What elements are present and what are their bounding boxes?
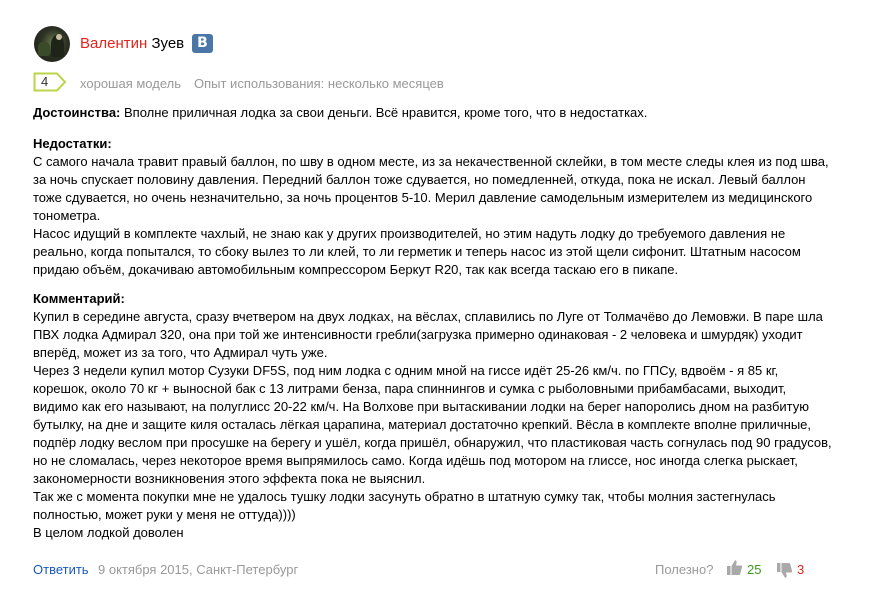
author-last-name[interactable]: Зуев bbox=[151, 35, 185, 52]
pros-section bbox=[33, 104, 833, 122]
rating-flag-icon bbox=[33, 72, 67, 92]
cons-paragraph: С самого начала травит правый баллон, по шву в одном месте, из за некачественной склейки, в том месте следы клея из под шва, за ночь спускает половину давления. Передний баллон тоже сдувается, но помедленней, откуда, пока не искал. Левый баллон тоже сдувается, но очень незначительно, за ночь процентов 5-10. Мерил давление самодельным измерителем из медицинского тонометра. bbox=[33, 154, 829, 223]
rating-badge bbox=[33, 72, 67, 92]
reply-link[interactable]: Ответить bbox=[33, 562, 89, 577]
cons-paragraph: Насос идущий в комплекте чахлый, не знаю как у других производителей, но этим надуть лодку до требуемого давления не реально, когда попытался, то сбоку вылез то ли клей, то ли герметик и теперь насос из этой щели сифонит. Штатным насосом придаю объём, докачиваю автомобильным компрессором Беркут R20, так как всегда таскаю его в пикапе. bbox=[33, 226, 801, 277]
usage-text: Опыт использования: несколько месяцев bbox=[194, 76, 444, 91]
likes-count: 25 bbox=[747, 562, 762, 577]
comment-paragraph: Купил в середине августа, сразу вчетвером на двух лодках, на вёслах, сплавились по Луге от Толмачёво до Лемовжи. В паре шла ПВХ лодка Адмирал 320, она при той же интенсивности гребли(загрузка примерно одинаковая - 2 человека и шмурдяк) уходит вперёд, может из за того, что Адмирал чуть уже. bbox=[33, 309, 823, 360]
comment-section bbox=[33, 290, 833, 542]
comment-label: Комментарий: bbox=[33, 291, 125, 306]
comment-paragraph: Через 3 недели купил мотор Сузуки DF5S, под ним лодка с одним мной на гиссе идёт 25-26 км/ч. по ГПСу, вдвоём - я 85 кг, корешок, около 70 кг + выносной бак с 13 литрами бенза, пара спиннингов и сумка с рыболовными прибамбасами, выходит, видимо как его называют, на полуглисс 20-22 км/ч. На Волхове при вытаскивании лодки на берег напоролись дном на разбитую бутылку, на дне и защите киля осталась лёгкая царапина, материал достаточно крепкий. Вёсла в комплекте вполне приличные, подпёр лодку веслом при просушке на берегу и ушёл, когда пришёл, обнаружил, что пластиковая часть согнулась под 90 градусов, но не сломалась, через некоторое время выпрямилось само. Когда идёшь под мотором на глиссе, нос иногда слегка рыскает, закономерности возникновения этого эффекта пока не выяснил. bbox=[33, 363, 832, 486]
dislikes-count: 3 bbox=[797, 562, 805, 577]
author-name[interactable] bbox=[80, 35, 184, 53]
thumbs-up-icon[interactable] bbox=[726, 559, 743, 576]
pros-text: Вполне приличная лодка за свои деньги. Всё нравится, кроме того, что в недостатках. bbox=[124, 105, 648, 120]
date-place: 9 октября 2015, Санкт-Петербург bbox=[98, 562, 299, 577]
pros-label: Достоинства: bbox=[33, 105, 121, 120]
cons-section bbox=[33, 135, 833, 279]
grade-text: хорошая модель bbox=[80, 76, 181, 91]
cons-label: Недостатки: bbox=[33, 136, 112, 151]
vk-badge-icon[interactable]: В bbox=[192, 34, 213, 53]
thumbs-down-icon[interactable] bbox=[776, 562, 793, 579]
comment-paragraph: Так же с момента покупки мне не удалось тушку лодки засунуть обратно в штатную сумку так, чтобы молния застегнулась полностью, может руки у меня не оттуда)))) bbox=[33, 489, 776, 522]
helpful-label: Полезно? bbox=[655, 562, 714, 577]
rating-value: 4 bbox=[41, 74, 49, 89]
comment-paragraph: В целом лодкой доволен bbox=[33, 525, 184, 540]
avatar[interactable] bbox=[34, 26, 70, 62]
author-first-name[interactable]: Валентин bbox=[80, 35, 148, 52]
